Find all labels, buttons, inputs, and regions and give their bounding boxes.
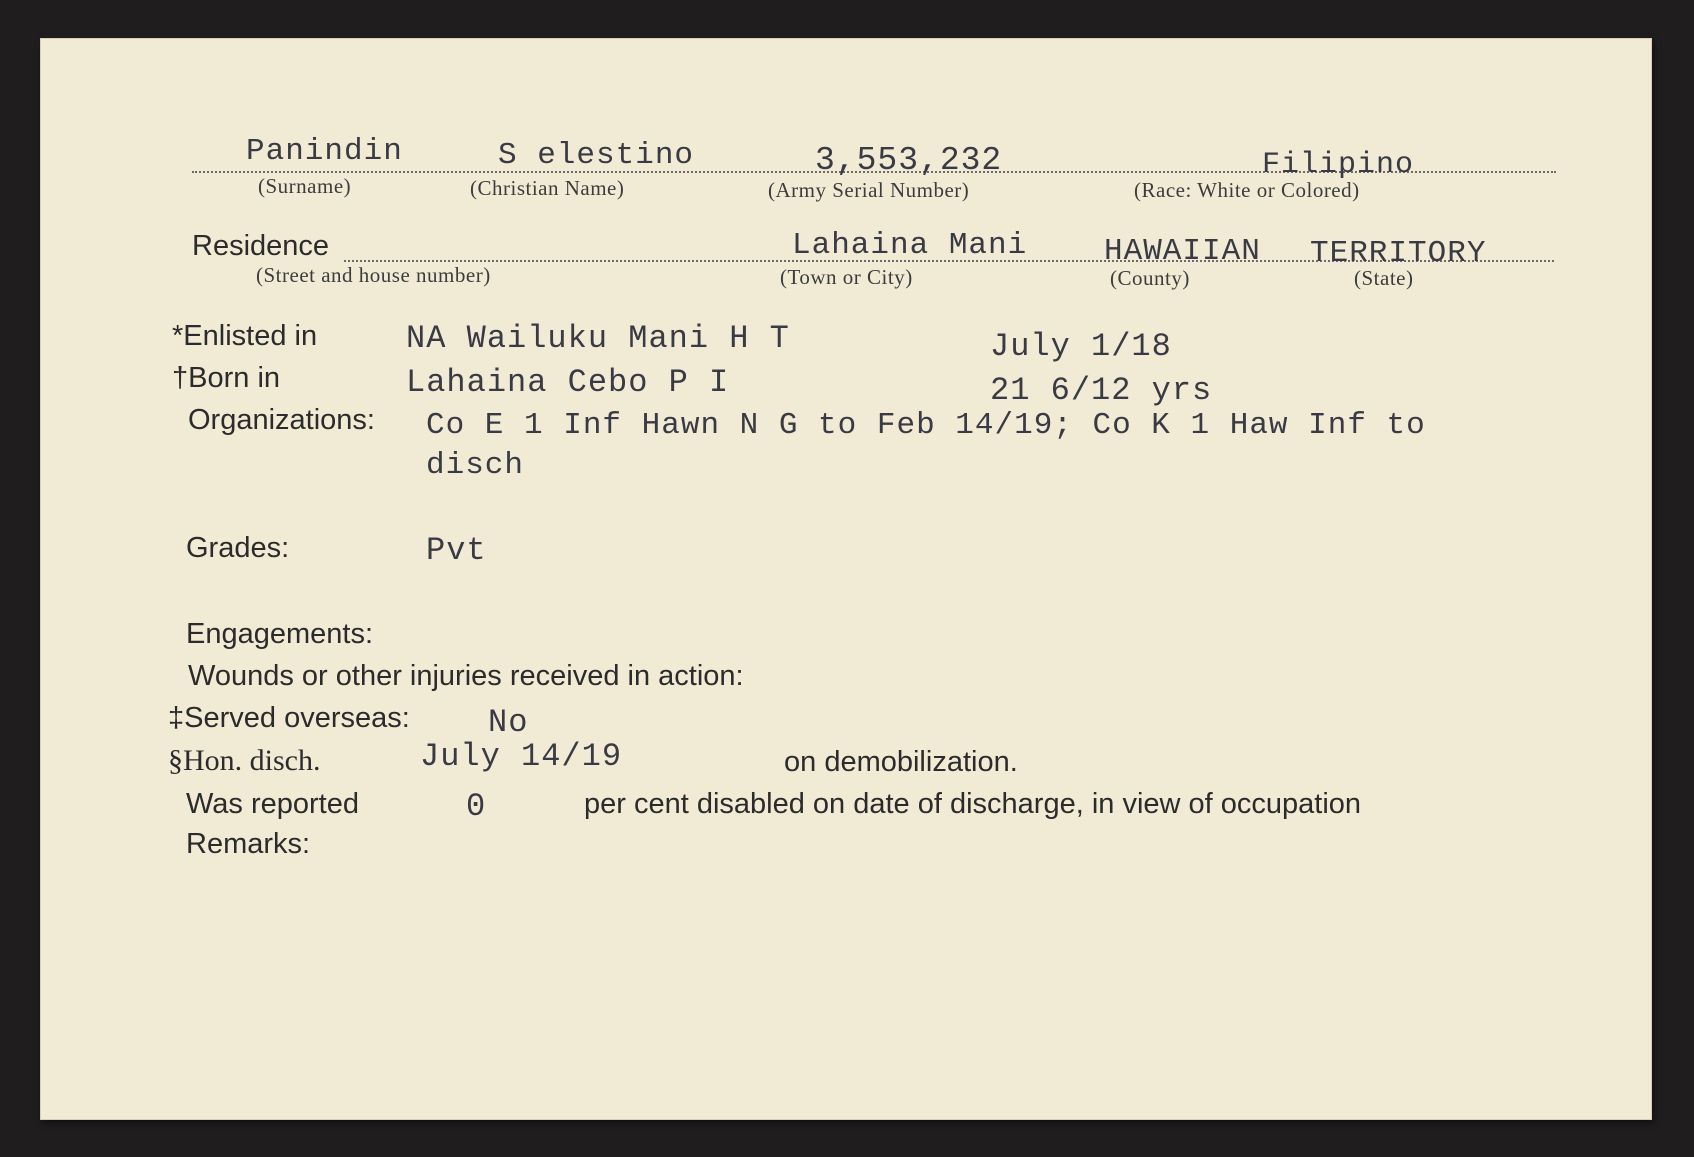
hon-disch-date-value: July 14/19 [420, 738, 623, 775]
serial-number-value: 3,553,232 [815, 142, 1003, 179]
serial-number-caption: (Army Serial Number) [768, 178, 970, 202]
grades-label: Grades: [186, 532, 290, 564]
race-value: Filipino [1262, 148, 1415, 182]
hon-disch-label: §Hon. disch. [168, 744, 321, 777]
organizations-line2: disch [426, 448, 525, 483]
street-caption: (Street and house number) [256, 263, 491, 287]
surname-value: Panindin [246, 134, 403, 169]
residence-county-value: HAWAIIAN [1104, 234, 1261, 269]
organizations-line1: Co E 1 Inf Hawn N G to Feb 14/19; Co K 1 Haw Inf to [426, 408, 1426, 443]
served-overseas-value: No [488, 704, 529, 741]
served-overseas-label: ‡Served overseas: [168, 702, 410, 734]
grades-value: Pvt [426, 532, 487, 569]
service-record-card [40, 38, 1652, 1120]
race-caption: (Race: White or Colored) [1134, 178, 1360, 202]
residence-label: Residence [192, 230, 330, 262]
town-caption: (Town or City) [780, 265, 913, 289]
disability-suffix: per cent disabled on date of discharge, in view of occupation [584, 788, 1362, 820]
wounds-label: Wounds or other injuries received in action: [188, 660, 744, 692]
organizations-label: Organizations: [188, 404, 375, 436]
enlisted-label: *Enlisted in [172, 320, 318, 352]
christian-name-caption: (Christian Name) [470, 176, 625, 200]
born-label: †Born in [172, 362, 281, 394]
disability-label: Was reported [186, 788, 359, 820]
residence-state-value: TERRITORY [1310, 236, 1487, 271]
surname-caption: (Surname) [258, 174, 352, 198]
hon-disch-suffix: on demobilization. [784, 746, 1018, 778]
county-caption: (County) [1110, 266, 1190, 290]
christian-name-value: S elestino [498, 138, 695, 173]
state-caption: (State) [1354, 266, 1414, 290]
enlisted-date-value: July 1/18 [990, 328, 1172, 365]
disability-value: 0 [466, 788, 487, 825]
residence-town-value: Lahaina Mani [792, 228, 1028, 263]
born-place-value: Lahaina Cebo P I [406, 364, 730, 401]
remarks-label: Remarks: [186, 828, 311, 860]
engagements-label: Engagements: [186, 618, 374, 650]
born-age-value: 21 6/12 yrs [990, 372, 1213, 409]
enlisted-place-value: NA Wailuku Mani H T [406, 320, 790, 357]
